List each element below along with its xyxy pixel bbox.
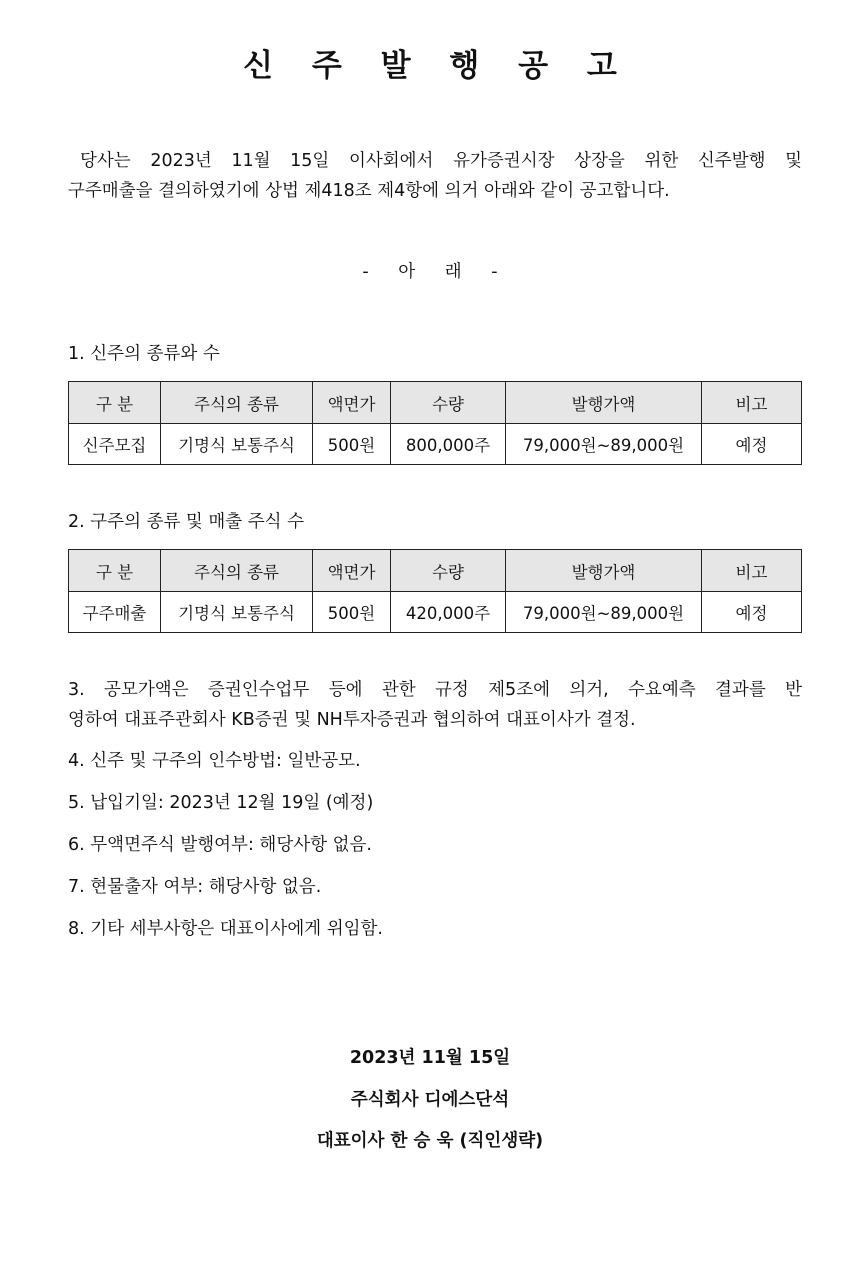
cell-category: 구주매출 <box>69 592 161 633</box>
cell-quantity: 800,000주 <box>391 424 506 465</box>
signature-date: 2023년 11월 15일 <box>349 1048 511 1068</box>
header-issue-price: 발행가액 <box>506 382 702 424</box>
header-category: 구 분 <box>69 550 161 592</box>
table-header-row <box>69 550 802 592</box>
item-6: 6. 무액면주식 발행여부: 해당사항 없음. <box>68 835 372 855</box>
cell-remarks: 예정 <box>702 592 802 633</box>
section-1-title: 1. 신주의 종류와 수 <box>68 344 220 364</box>
item-5: 5. 납입기일: 2023년 12월 19일 (예정) <box>68 793 374 813</box>
new-shares-table <box>68 381 802 465</box>
table-row <box>69 424 802 465</box>
header-remarks: 비고 <box>702 382 802 424</box>
header-par-value: 액면가 <box>313 382 391 424</box>
cell-category: 신주모집 <box>69 424 161 465</box>
cell-share-type: 기명식 보통주식 <box>161 592 313 633</box>
item-8: 8. 기타 세부사항은 대표이사에게 위임함. <box>68 919 383 939</box>
item-4: 4. 신주 및 구주의 인수방법: 일반공모. <box>68 751 361 771</box>
section-2-title: 2. 구주의 종류 및 매출 주식 수 <box>68 512 305 532</box>
header-par-value: 액면가 <box>313 550 391 592</box>
header-issue-price: 발행가액 <box>506 550 702 592</box>
table-header-row <box>69 382 802 424</box>
cell-issue-price: 79,000원~89,000원 <box>506 592 702 633</box>
cell-remarks: 예정 <box>702 424 802 465</box>
signature-representative: 대표이사 한 승 욱 (직인생략) <box>316 1131 544 1151</box>
header-remarks: 비고 <box>702 550 802 592</box>
header-category: 구 분 <box>69 382 161 424</box>
item-3-line-1: 3. 공모가액은 증권인수업무 등에 관한 규정 제5조에 의거, 수요예측 결과를 반 <box>68 680 802 700</box>
cell-par-value: 500원 <box>313 592 391 633</box>
item-3 <box>68 675 802 735</box>
item-3-line-2: 영하여 대표주관회사 KB증권 및 NH투자증권과 협의하여 대표이사가 결정. <box>68 710 636 730</box>
cell-quantity: 420,000주 <box>391 592 506 633</box>
intro-line-2: 구주매출을 결의하였기에 상법 제418조 제4항에 의거 아래와 같이 공고합니다. <box>68 181 670 201</box>
header-quantity: 수량 <box>391 550 506 592</box>
intro-paragraph <box>68 146 802 206</box>
item-7: 7. 현물출자 여부: 해당사항 없음. <box>68 877 322 897</box>
signature-company: 주식회사 디에스단석 <box>350 1090 510 1110</box>
header-quantity: 수량 <box>391 382 506 424</box>
table-row <box>69 592 802 633</box>
header-share-type: 주식의 종류 <box>161 550 313 592</box>
section-separator: - 아 래 - <box>362 262 510 282</box>
intro-line-1: 당사는 2023년 11월 15일 이사회에서 유가증권시장 상장을 위한 신주발행 및 <box>80 151 802 171</box>
secondary-shares-table <box>68 549 802 633</box>
cell-share-type: 기명식 보통주식 <box>161 424 313 465</box>
header-share-type: 주식의 종류 <box>161 382 313 424</box>
cell-issue-price: 79,000원~89,000원 <box>506 424 702 465</box>
cell-par-value: 500원 <box>313 424 391 465</box>
page-title: 신 주 발 행 공 고 <box>243 48 631 84</box>
